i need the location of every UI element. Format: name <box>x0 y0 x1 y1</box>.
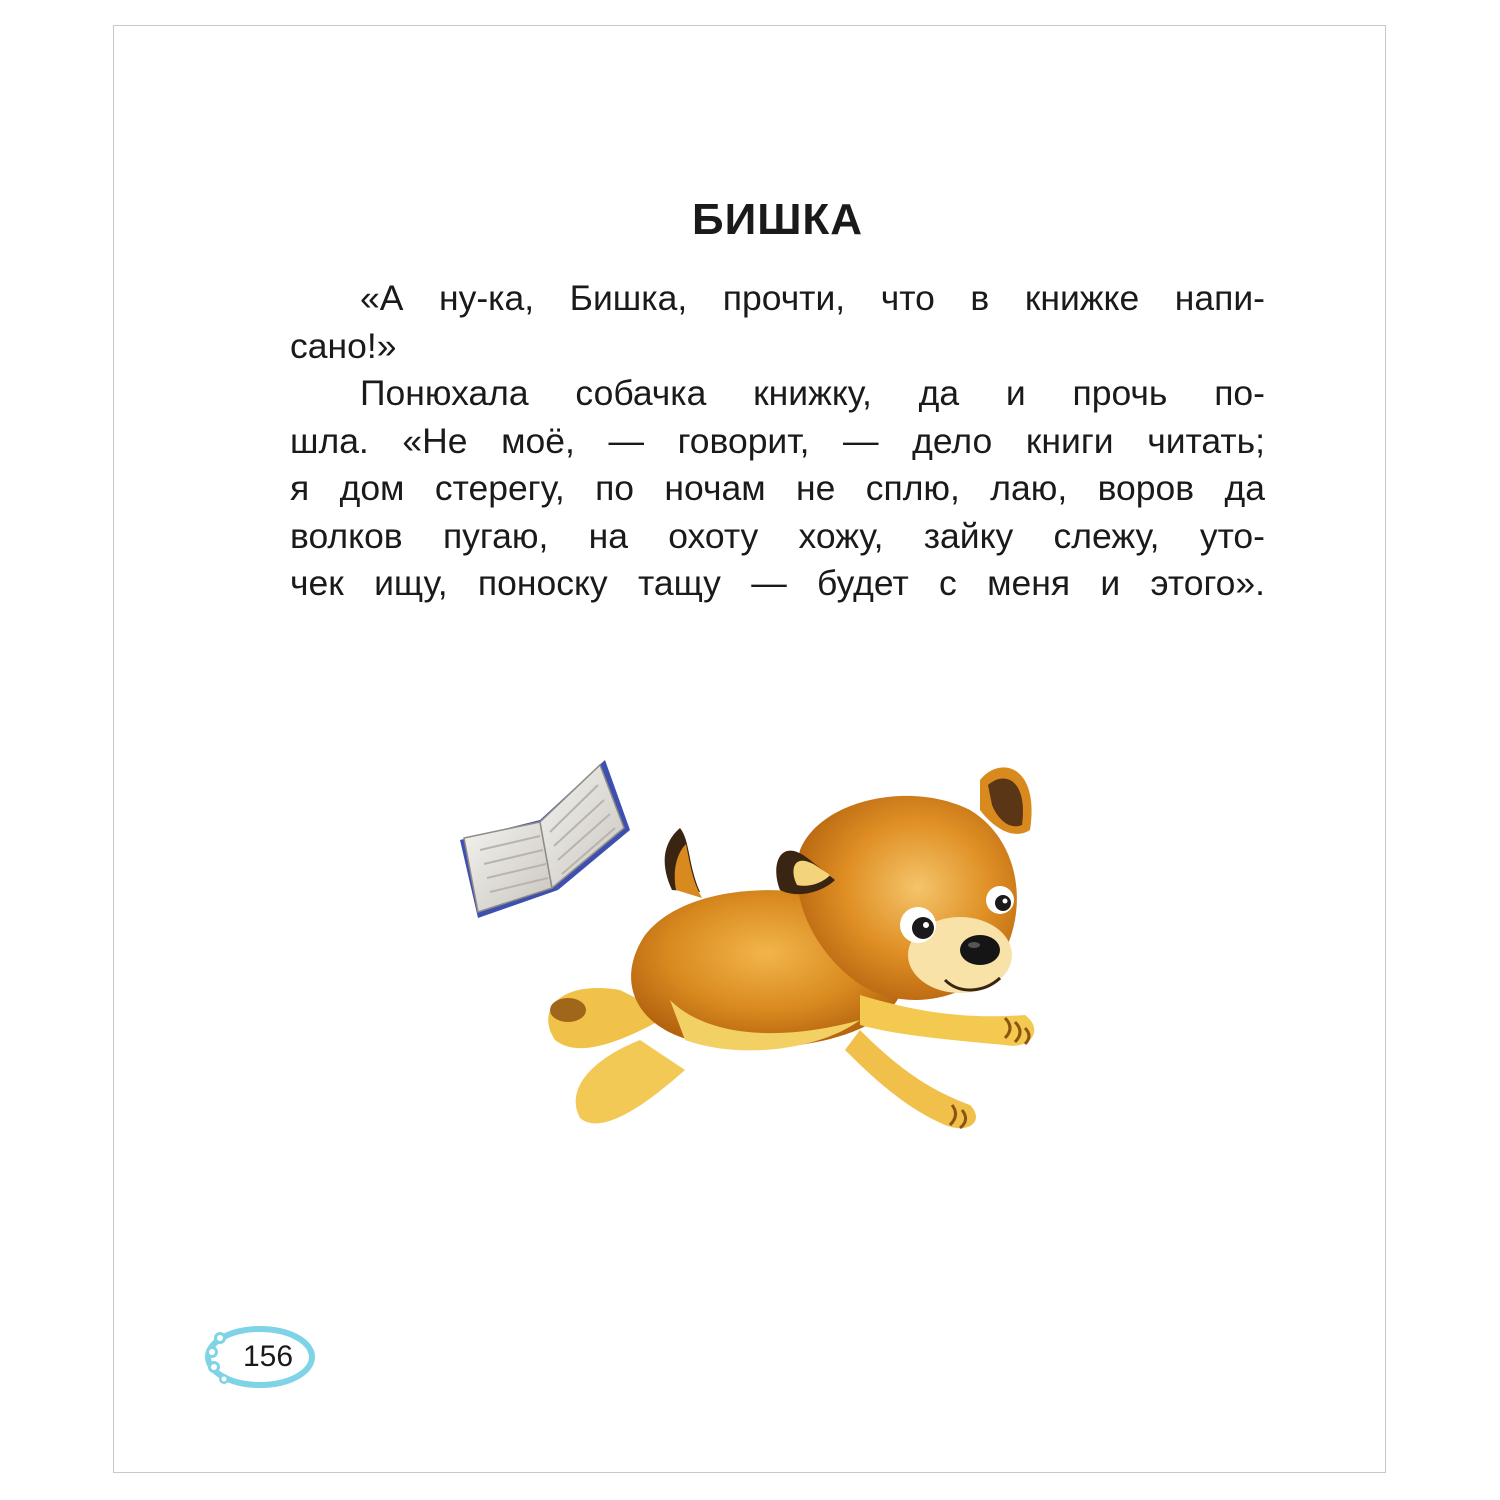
story-title: БИШКА <box>691 195 864 244</box>
page-number: 156 <box>242 1340 294 1373</box>
story-line: Понюхала собачка книжку, да и прочь по- <box>360 373 1265 413</box>
story-illustration <box>440 740 1100 1150</box>
story-line: сано!» <box>290 325 397 366</box>
story-line: я дом стерегу, по ночам не сплю, лаю, воров да <box>290 468 1265 508</box>
story-line: волков пугаю, на охоту хожу, зайку слежу, уто- <box>290 515 1265 556</box>
page-number-badge <box>198 1324 316 1390</box>
story-line: чек ищу, поноску тащу — будет с меня и этого». <box>290 563 1265 603</box>
story-text <box>290 275 1265 608</box>
story-line: шла. «Не моё, — говорит, — дело книги читать; <box>290 420 1265 461</box>
open-book-icon <box>460 760 630 918</box>
story-line: «А ну-ка, Бишка, прочти, что в книжке напи- <box>360 278 1265 318</box>
